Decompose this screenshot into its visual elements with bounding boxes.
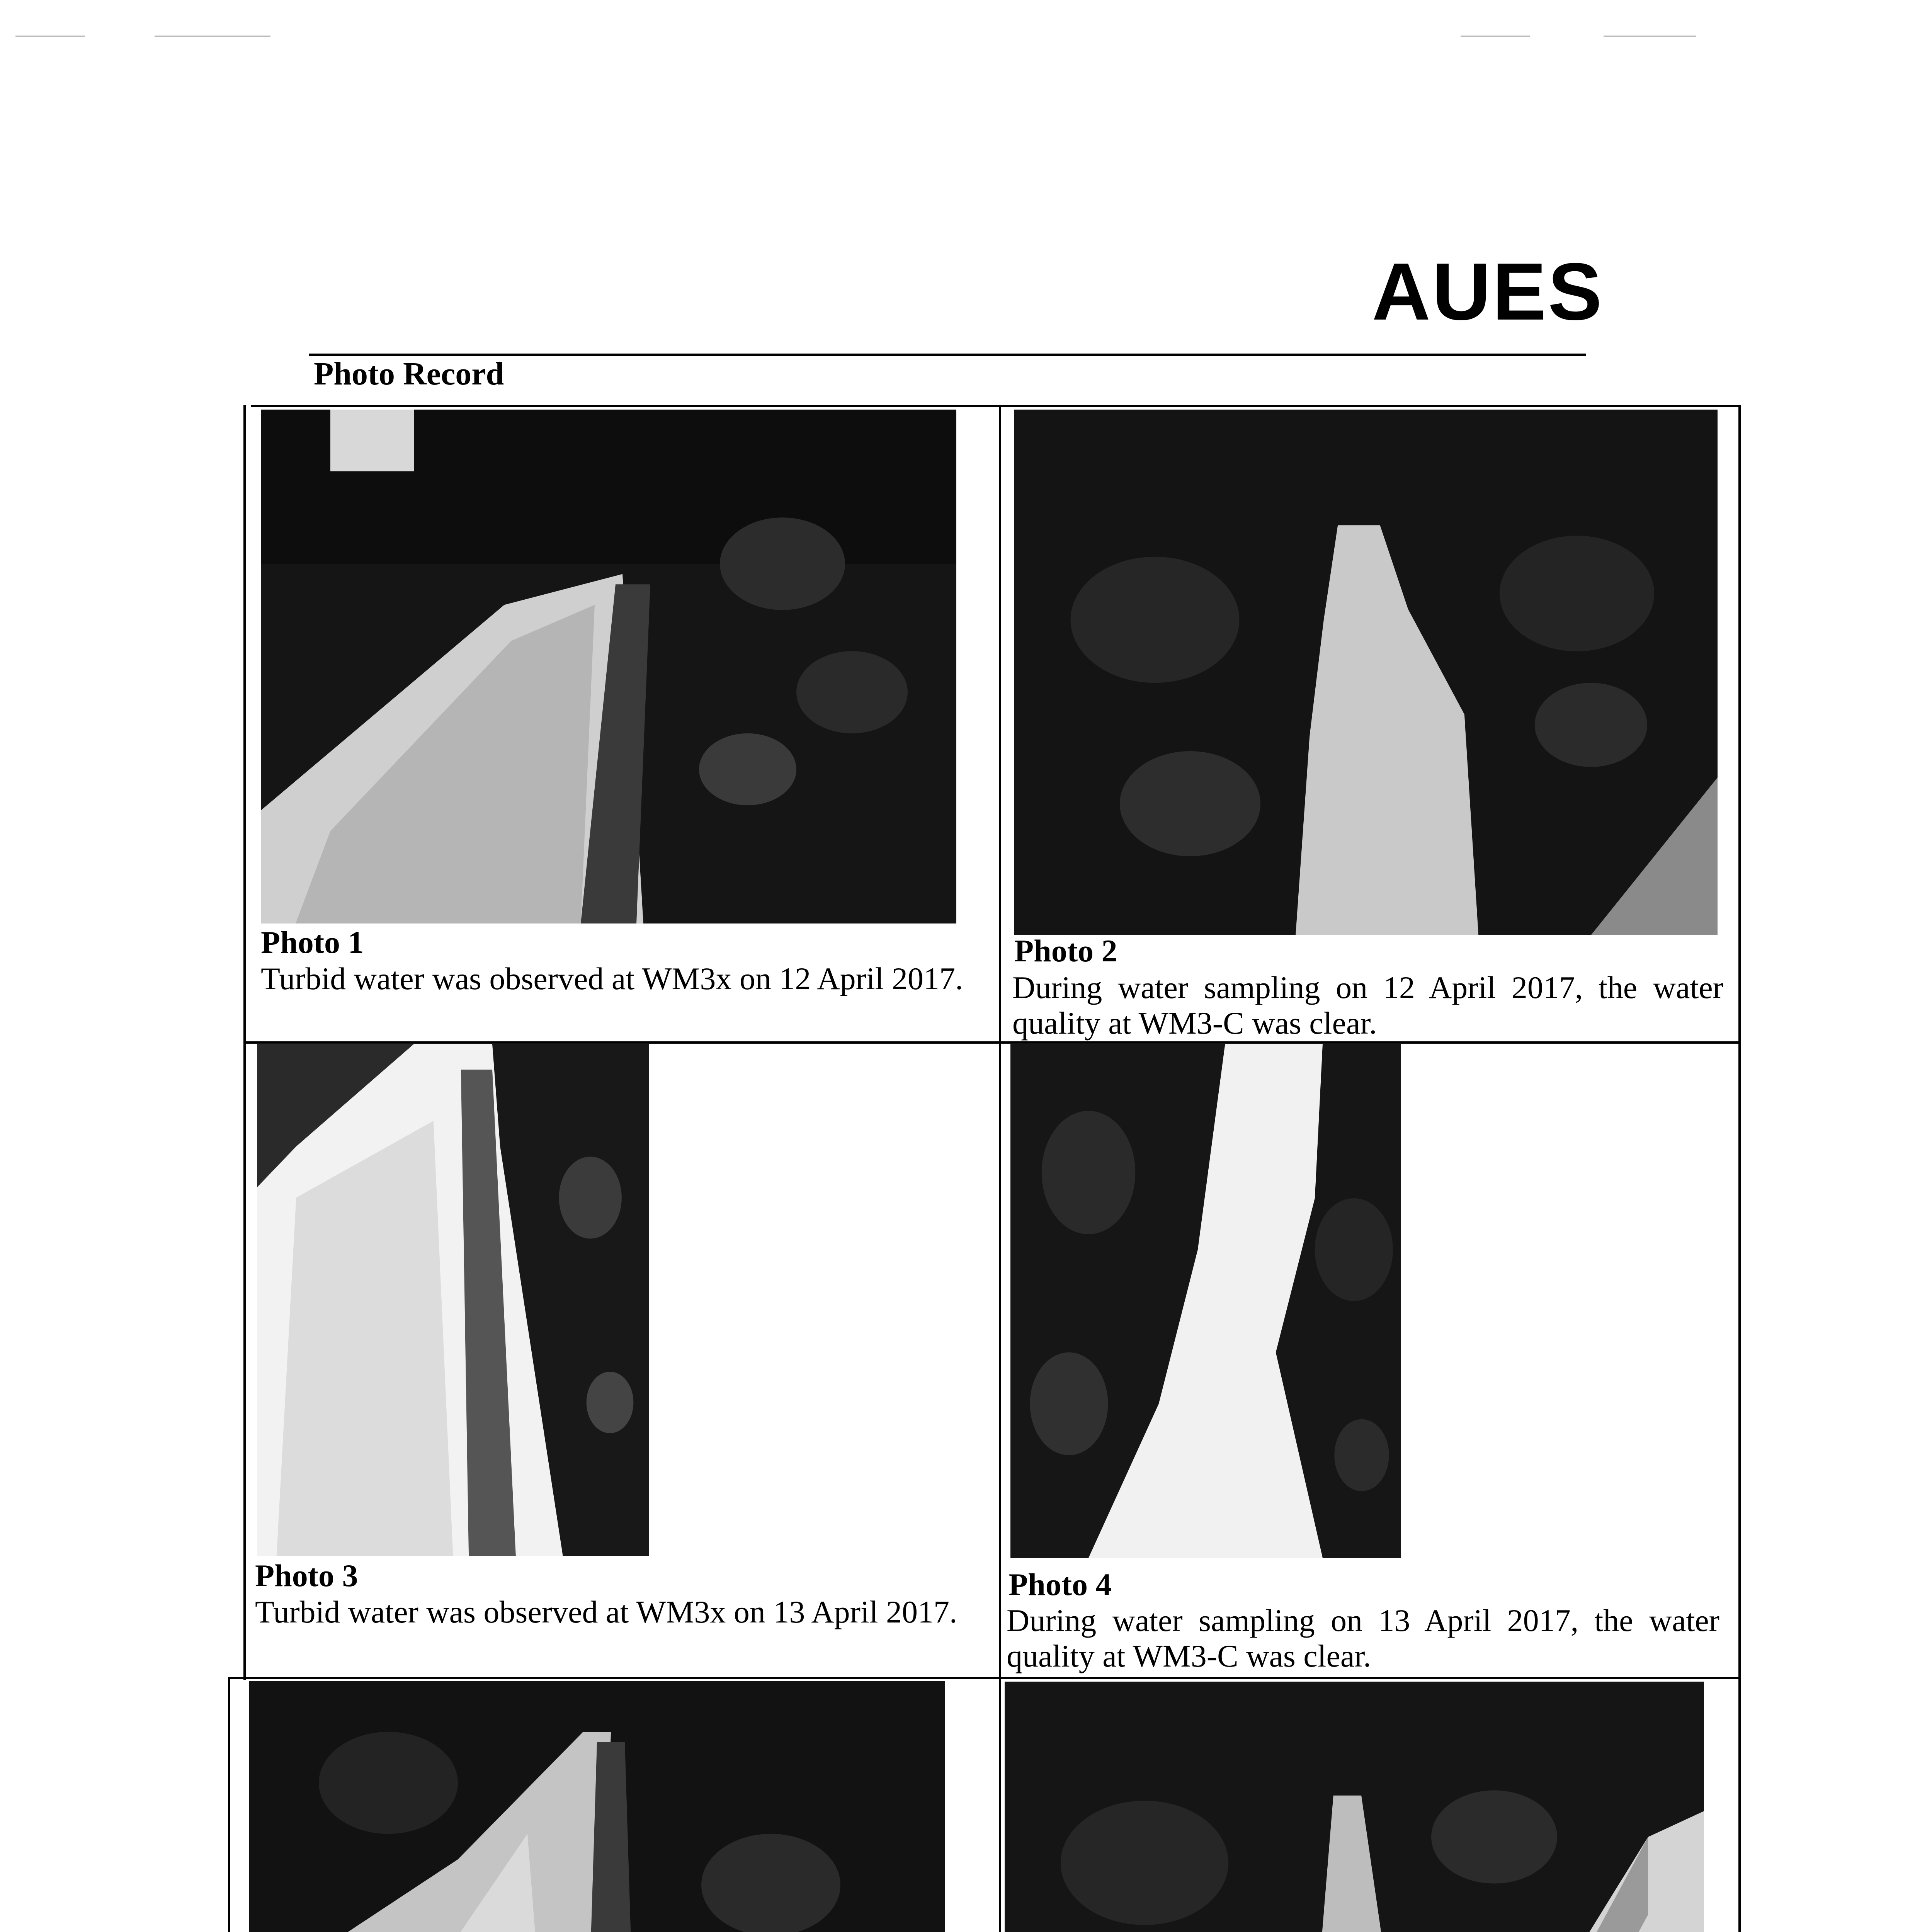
table-border-right [1738, 405, 1741, 1932]
scan-mark [1461, 36, 1530, 37]
table-column-divider [999, 405, 1001, 1932]
photo-1-caption: Turbid water was observed at WM3x on 12 April 2017. [261, 961, 963, 996]
company-logo: AUES [1372, 246, 1604, 337]
page-title: Photo Record [314, 356, 504, 392]
photo-4-image [1010, 1044, 1401, 1558]
photo-1-image [261, 410, 956, 923]
stream-photo [1005, 1682, 1704, 1932]
photo-6-image [1005, 1682, 1704, 1932]
photo-4-caption: During water sampling on 13 April 2017, the water quality at WM3-C was clear. [1007, 1603, 1719, 1673]
culvert-photo [257, 1044, 649, 1556]
stream-photo [1014, 410, 1718, 935]
culvert-photo [261, 410, 956, 923]
table-border-top [251, 405, 1741, 407]
stream-photo [1010, 1044, 1401, 1558]
photo-3-caption: Turbid water was observed at WM3x on 13 April 2017. [255, 1594, 958, 1629]
photo-2-image [1014, 410, 1718, 935]
table-border-left [228, 1677, 230, 1932]
photo-1-label: Photo 1 [261, 925, 364, 960]
photo-2-caption: During water sampling on 12 April 2017, the water quality at WM3-C was clear. [1012, 970, 1723, 1041]
scan-mark [15, 36, 85, 37]
photo-4-label: Photo 4 [1009, 1567, 1112, 1602]
culvert-photo [249, 1681, 945, 1932]
scan-mark [155, 36, 270, 37]
photo-2-label: Photo 2 [1014, 933, 1117, 968]
photo-3-label: Photo 3 [255, 1558, 358, 1593]
scan-mark [1604, 36, 1696, 37]
photo-5-image [249, 1681, 945, 1932]
table-row-divider [230, 1677, 1741, 1679]
table-row-divider [243, 1041, 1741, 1044]
photo-3-image [257, 1044, 649, 1556]
